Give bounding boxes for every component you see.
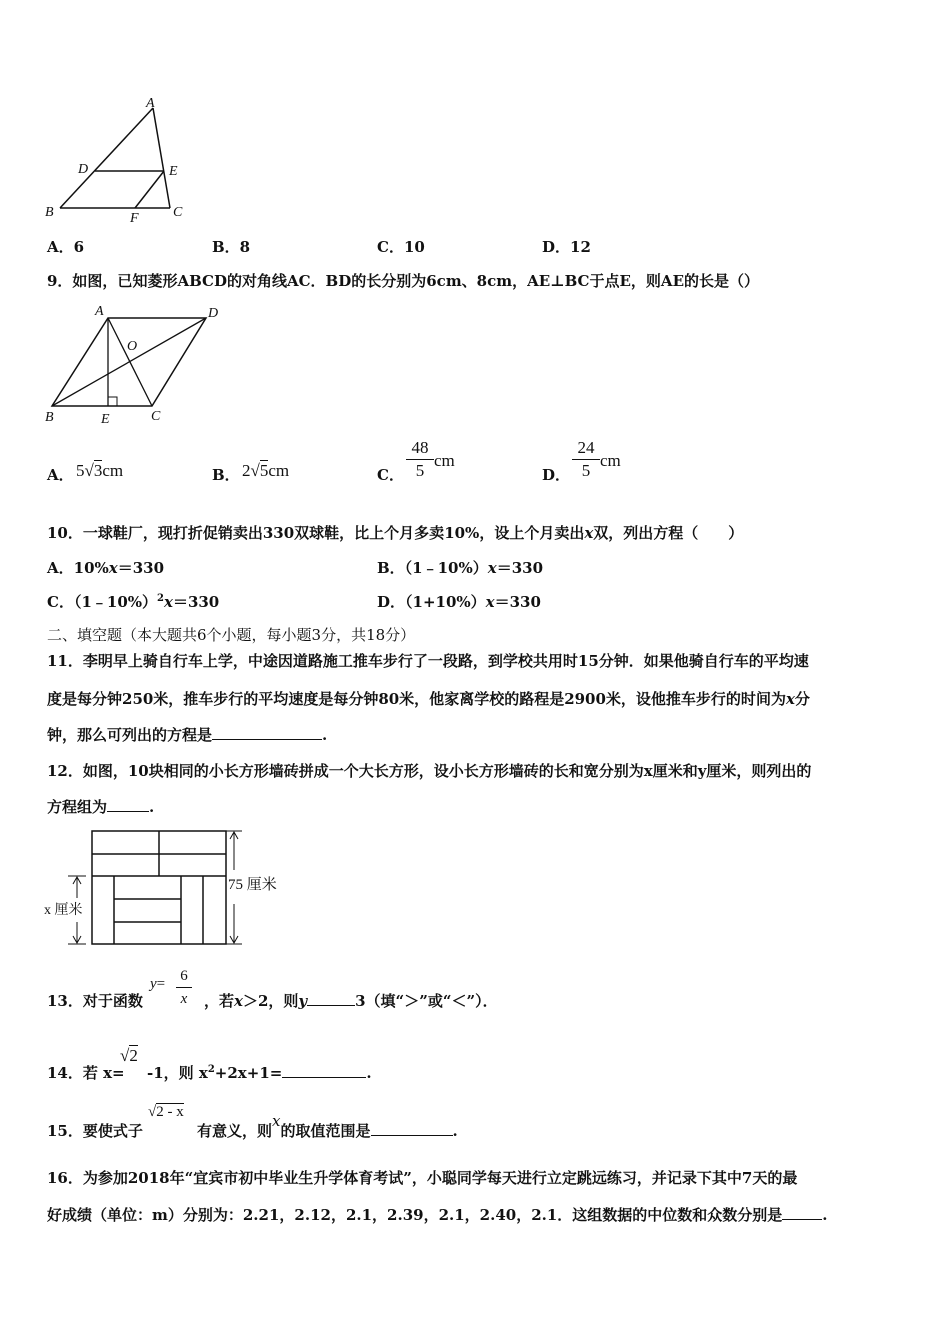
q8-label-d: D [78, 162, 89, 177]
q15-var: x [272, 1112, 281, 1130]
q11-line-3 [47, 724, 327, 745]
q12-line-1: 12．如图，10块相同的小长方形墙砖拼成一个大长方形，设小长方形墙砖的长和宽分别为x厘米和y厘米，则列出的 [47, 762, 812, 780]
q12-answer-blank[interactable] [107, 811, 149, 812]
q10-b-post: ＝330 [496, 559, 544, 577]
q11-line-2 [47, 688, 810, 709]
q9-stem: 9．如图，已知菱形ABCD的对角线AC．BD的长分别为6cm、8cm，AE⊥BC于点E，则AE的长是（） [47, 272, 759, 290]
q12-figure [40, 826, 300, 951]
q10-option-c[interactable] [47, 591, 219, 612]
q9-option-c-num: 48 [411, 438, 429, 457]
q13-y: y [150, 976, 157, 992]
q13-mid: ，若 [204, 992, 235, 1010]
q10-option-a[interactable] [47, 557, 164, 578]
sqrt-icon: √ [84, 461, 94, 480]
q15-mid: 有意义，则 [197, 1122, 273, 1140]
q13-eq: = [156, 976, 166, 992]
q9-right-angle-mark [108, 397, 117, 406]
sqrt-icon: √ [148, 1104, 157, 1120]
q9-label-b: B [45, 410, 54, 425]
q9-option-c-letter[interactable]: C． [377, 466, 404, 484]
q14-post: +2x+1= [214, 1064, 283, 1082]
q9-option-d-den: 5 [581, 461, 591, 480]
q8-label-c: C [173, 205, 183, 220]
q10-d-var: x [485, 593, 495, 611]
q8-label-f: F [130, 211, 139, 226]
q9-option-b-value [242, 461, 289, 481]
q13-y2: y [298, 992, 308, 1010]
q12-line-2-post: . [149, 798, 155, 816]
q8-label-a: A [146, 96, 155, 111]
q9-option-a-letter[interactable]: A． [47, 466, 74, 484]
q8-label-b: B [45, 205, 54, 220]
q10-a-pre: A．10% [47, 559, 109, 577]
q13-den: x [180, 991, 188, 1007]
q15-sqrt [148, 1104, 184, 1121]
q8-option-c[interactable]: C．10 [377, 238, 425, 256]
q8-label-e: E [169, 164, 178, 179]
q16-line-2-pre: 好成绩（单位：m）分别为：2.21，2.12，2.1，2.39，2.1，2.40，2.1．这组数据的中位数和众数分别是 [47, 1206, 783, 1224]
q12-line-2-pre: 方程组为 [47, 798, 108, 816]
q9-option-d-fraction [572, 438, 600, 481]
q10-c-post: ＝330 [172, 593, 220, 611]
q14-rest [147, 1062, 372, 1083]
q13-num: 6 [180, 968, 188, 984]
q14-pre: 14．若 x= [47, 1064, 125, 1082]
q9-option-c-fraction [406, 438, 434, 481]
q13-pre: 13．对于函数 [47, 992, 143, 1010]
q11-line-3-pre: 钟，那么可列出的方程是 [47, 726, 213, 744]
q9-option-b-rad: 5 [259, 461, 269, 480]
q13-function-y [150, 976, 165, 993]
q10-c-pre: C．（1﹣10%） [47, 593, 158, 611]
q8-figure [40, 95, 200, 227]
q16-line-2 [47, 1204, 828, 1225]
q10-stem [47, 522, 743, 543]
q13-cond-var: x [234, 992, 243, 1010]
q16-line-1: 16．为参加2018年“宜宾市初中毕业生升学体育考试”，小聪同学每天进行立定跳远练习，并记录下其中7天的最 [47, 1169, 798, 1187]
q9-option-b-unit: cm [268, 461, 290, 480]
q15-answer-blank[interactable] [371, 1135, 453, 1136]
q11-answer-blank[interactable] [212, 739, 322, 740]
q10-d-pre: D．（1+10%） [377, 593, 486, 611]
q13-rest [204, 990, 498, 1011]
q15-end: . [452, 1122, 458, 1140]
q15-pre: 15．要使式子 [47, 1122, 143, 1140]
q8-line-ab [60, 108, 153, 208]
q15-rad: 2 - x [156, 1104, 184, 1120]
q14-sqrt [120, 1046, 138, 1066]
q9-label-c: C [151, 409, 161, 424]
q14-answer-blank[interactable] [282, 1077, 366, 1078]
q9-label-d: D [208, 306, 219, 321]
q10-a-var: x [108, 559, 118, 577]
q15-rest [197, 1112, 458, 1141]
q12-label-x: x 厘米 [44, 903, 83, 918]
q10-stem-var: x [584, 524, 594, 542]
q11-line-2-post: 分 [794, 690, 810, 708]
q10-option-d[interactable] [377, 591, 541, 612]
q9-option-a-rad: 3 [93, 461, 103, 480]
q15-post: 的取值范围是 [280, 1122, 371, 1140]
q9-option-b-letter[interactable]: B． [212, 466, 240, 484]
q9-figure [40, 298, 240, 428]
q8-option-b[interactable]: B．8 [212, 238, 251, 256]
q11-line-2-pre: 度是每分钟250米，推车步行的平均速度是每分钟80米，他家离学校的路程是2900米，设他推车步行的时间为 [47, 690, 786, 708]
q10-d-post: ＝330 [494, 593, 541, 611]
q16-answer-blank[interactable] [782, 1219, 822, 1220]
q13-fraction [176, 966, 192, 1009]
q11-line-1: 11．李明早上骑自行车上学，中途因道路施工推车步行了一段路，到学校共用时15分钟．如果他骑自行车的平均速 [47, 652, 809, 670]
q13-cond: ＞2，则 [242, 992, 299, 1010]
q9-diagonal-bd [52, 318, 206, 406]
q12-line-2 [47, 796, 154, 817]
q10-option-b[interactable] [377, 557, 543, 578]
q12-label-75: 75 厘米 [228, 877, 277, 893]
q14-end: . [366, 1064, 372, 1082]
q14-sup: 2 [207, 1064, 215, 1075]
q9-option-d-letter[interactable]: D． [542, 466, 571, 484]
q13-answer-blank[interactable] [307, 1005, 355, 1006]
q9-label-a: A [95, 304, 104, 319]
q10-b-pre: B．（1﹣10%） [377, 559, 488, 577]
sqrt-icon: √ [250, 461, 260, 480]
q10-c-var: x [163, 593, 173, 611]
q10-a-post: ＝330 [117, 559, 165, 577]
q9-option-b-coef: 2 [242, 461, 251, 480]
q14-rad: 2 [129, 1046, 138, 1065]
q8-line-ef [135, 171, 164, 208]
q9-option-d-unit: cm [600, 451, 621, 470]
q8-line-ac [153, 108, 170, 208]
q11-line-3-post: . [322, 726, 328, 744]
q14-mid: -1，则 x [147, 1064, 208, 1082]
q9-option-d-num: 24 [577, 438, 595, 457]
sqrt-icon: √ [120, 1046, 130, 1065]
q9-option-a-value [76, 461, 123, 481]
q13-post: 3（填“＞”或“＜”）． [355, 992, 498, 1010]
q9-label-e: E [101, 412, 110, 427]
q10-stem-pre: 10．一球鞋厂，现打折促销卖出330双球鞋，比上个月多卖10%，设上个月卖出 [47, 524, 585, 542]
q16-line-2-post: . [822, 1206, 828, 1224]
q9-option-c-unit: cm [434, 451, 455, 470]
q10-b-var: x [487, 559, 497, 577]
q8-option-d[interactable]: D．12 [542, 238, 591, 256]
q10-stem-post: 双，列出方程（ ） [593, 524, 744, 542]
q9-option-c-den: 5 [415, 461, 425, 480]
section-2-heading: 二、填空题（本大题共6个小题，每小题3分，共18分） [47, 626, 416, 644]
q9-option-a-unit: cm [102, 461, 124, 480]
q9-option-a-coef: 5 [76, 461, 85, 480]
q8-option-a[interactable]: A．6 [47, 238, 85, 256]
q10-c-sup: 2 [157, 593, 164, 604]
q11-line-2-var: x [785, 690, 795, 708]
q9-label-o: O [127, 339, 138, 354]
